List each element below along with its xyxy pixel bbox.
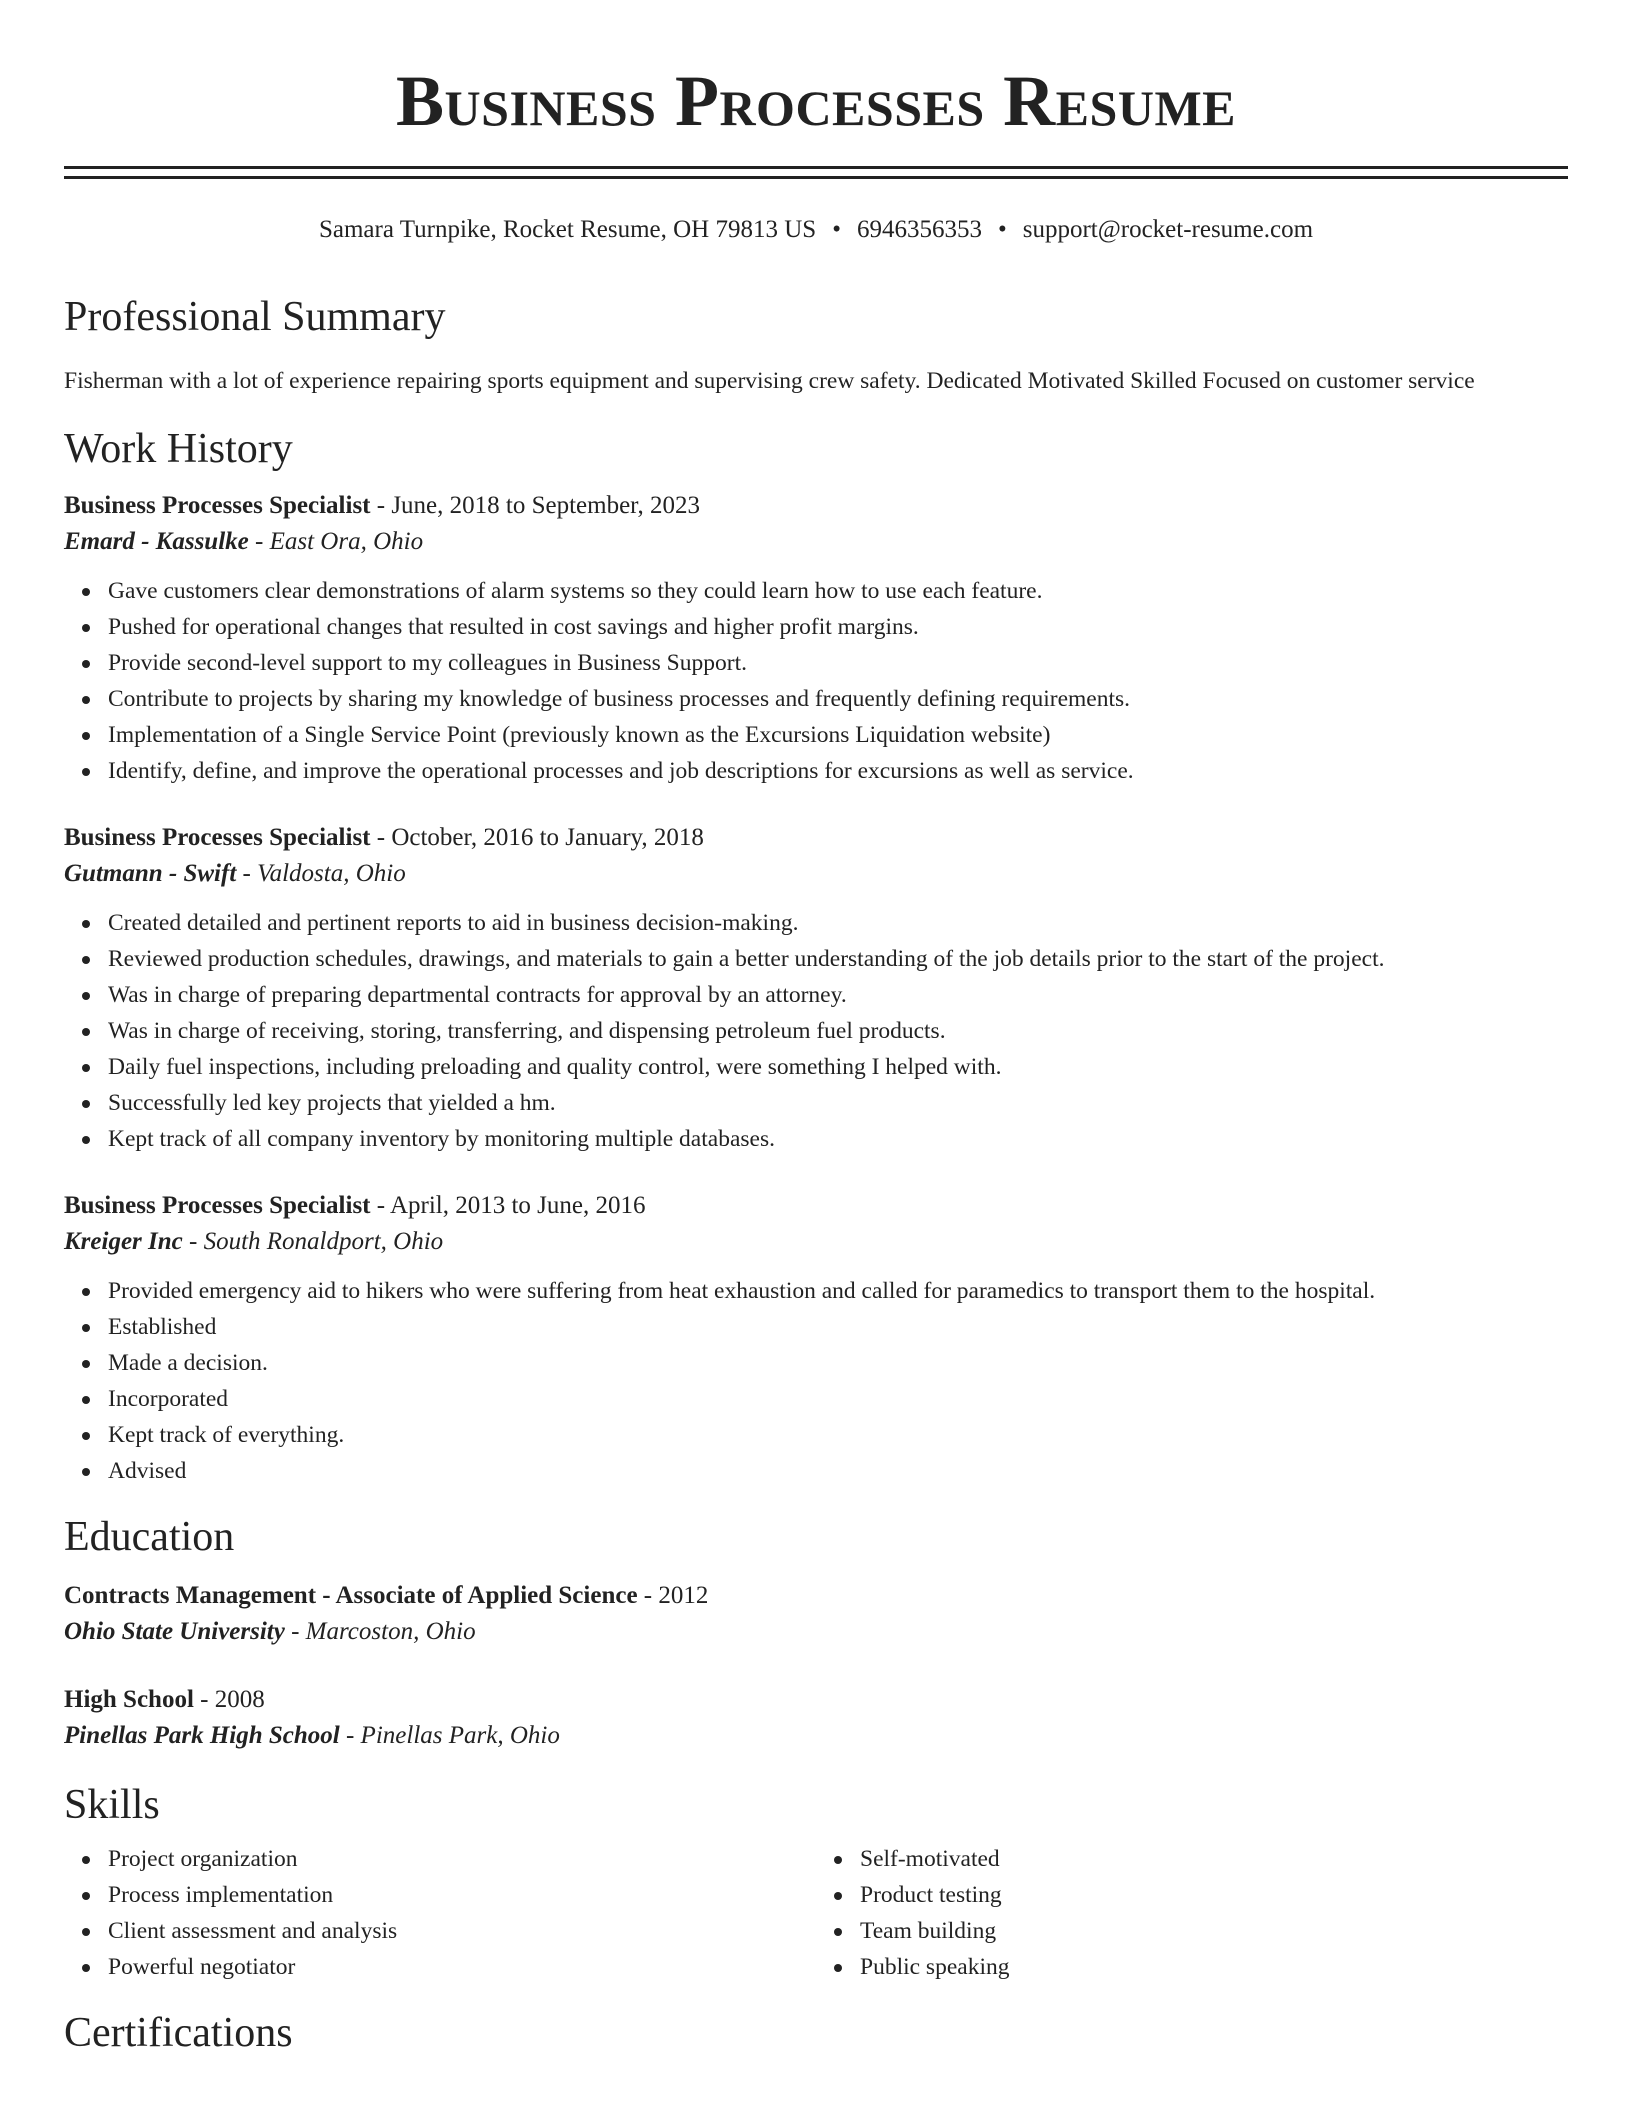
degree-line xyxy=(64,1683,1568,1717)
list-item: Gave customers clear demonstrations of alarm systems so they could learn how to use each feature. xyxy=(108,573,1568,609)
title-divider xyxy=(64,166,1568,169)
contact-phone: 6946356353 xyxy=(856,216,982,243)
job-company-line xyxy=(64,523,1568,561)
job-company: Kreiger Inc xyxy=(64,1228,183,1255)
job-location: - South Ronaldport, Ohio xyxy=(182,1228,444,1255)
list-item: Reviewed production schedules, drawings, and materials to gain a better understanding of the job details prior to the start of the project. xyxy=(108,941,1568,977)
job-title-line xyxy=(64,1189,1568,1223)
school-line xyxy=(64,1613,1568,1651)
skill-item: Client assessment and analysis xyxy=(108,1913,816,1949)
job-company: Emard - Kassulke xyxy=(64,528,249,555)
work-history-heading: Work History xyxy=(64,426,293,472)
skill-item: Powerful negotiator xyxy=(108,1949,816,1985)
contact-separator: • xyxy=(832,216,841,243)
degree: Contracts Management - Associate of Applied Science xyxy=(64,1582,638,1609)
list-item: Identify, define, and improve the operational processes and job descriptions for excursions as well as service. xyxy=(108,753,1568,789)
degree-line xyxy=(64,1579,1568,1613)
list-item: Kept track of all company inventory by monitoring multiple databases. xyxy=(108,1121,1568,1157)
list-item: Successfully led key projects that yielded a hm. xyxy=(108,1085,1568,1121)
list-item: Made a decision. xyxy=(108,1345,1568,1381)
skill-item: Self-motivated xyxy=(860,1841,1568,1877)
job-location: - East Ora, Ohio xyxy=(248,528,424,555)
job-title-line xyxy=(64,489,1568,523)
job-title: Business Processes Specialist xyxy=(64,1192,371,1219)
list-item: Implementation of a Single Service Point (previously known as the Excursions Liquidation website) xyxy=(108,717,1568,753)
school-name: Pinellas Park High School xyxy=(64,1722,340,1749)
job-entry xyxy=(64,1189,1568,1489)
graduation-year: - 2008 xyxy=(193,1686,265,1713)
title-divider-thin xyxy=(64,176,1568,179)
skills-list-left xyxy=(64,1841,816,1985)
education-entry xyxy=(64,1579,1568,1651)
skills-list-right xyxy=(816,1841,1568,1985)
job-title: Business Processes Specialist xyxy=(64,824,371,851)
job-company: Gutmann - Swift xyxy=(64,860,237,887)
skill-item: Product testing xyxy=(860,1877,1568,1913)
certifications-heading: Certifications xyxy=(64,2010,293,2056)
skill-item: Team building xyxy=(860,1913,1568,1949)
graduation-year: - 2012 xyxy=(637,1582,709,1609)
list-item: Kept track of everything. xyxy=(108,1417,1568,1453)
contact-line xyxy=(64,213,1568,247)
list-item: Provide second-level support to my colleagues in Business Support. xyxy=(108,645,1568,681)
skill-item: Public speaking xyxy=(860,1949,1568,1985)
skill-item: Process implementation xyxy=(108,1877,816,1913)
list-item: Contribute to projects by sharing my knowledge of business processes and frequently defining requirements. xyxy=(108,681,1568,717)
job-dates: - April, 2013 to June, 2016 xyxy=(370,1192,646,1219)
job-company-line xyxy=(64,855,1568,893)
school-line xyxy=(64,1717,1568,1755)
degree: High School xyxy=(64,1686,194,1713)
list-item: Daily fuel inspections, including preloading and quality control, were something I helped with. xyxy=(108,1049,1568,1085)
list-item: Incorporated xyxy=(108,1381,1568,1417)
list-item: Pushed for operational changes that resulted in cost savings and higher profit margins. xyxy=(108,609,1568,645)
job-title: Business Processes Specialist xyxy=(64,492,371,519)
list-item: Provided emergency aid to hikers who were suffering from heat exhaustion and called for paramedics to transport them to the hospital. xyxy=(108,1273,1568,1309)
skills-heading: Skills xyxy=(64,1782,160,1828)
job-entry xyxy=(64,821,1568,1157)
contact-address: Samara Turnpike, Rocket Resume, OH 79813 US xyxy=(318,216,817,243)
list-item: Created detailed and pertinent reports to aid in business decision-making. xyxy=(108,905,1568,941)
job-entry xyxy=(64,489,1568,789)
list-item: Was in charge of preparing departmental contracts for approval by an attorney. xyxy=(108,977,1568,1013)
job-company-line xyxy=(64,1223,1568,1261)
skill-item: Project organization xyxy=(108,1841,816,1877)
contact-separator: • xyxy=(997,216,1007,243)
school-location: - Pinellas Park, Ohio xyxy=(339,1722,560,1749)
job-dates: - October, 2016 to January, 2018 xyxy=(370,824,704,851)
list-item: Advised xyxy=(108,1453,1568,1489)
job-bullets xyxy=(64,1273,1568,1489)
contact-email: support@rocket-resume.com xyxy=(1022,216,1314,243)
education-heading: Education xyxy=(64,1514,235,1560)
list-item: Established xyxy=(108,1309,1568,1345)
skills-columns xyxy=(64,1841,1568,1985)
education-entry xyxy=(64,1683,1568,1755)
summary-text: Fisherman with a lot of experience repairing sports equipment and supervising crew safety. Dedicated Motivated Skilled Focused on customer service xyxy=(64,368,1475,394)
summary-heading: Professional Summary xyxy=(64,294,446,340)
job-title-line xyxy=(64,821,1568,855)
job-location: - Valdosta, Ohio xyxy=(236,860,406,887)
list-item: Was in charge of receiving, storing, transferring, and dispensing petroleum fuel products. xyxy=(108,1013,1568,1049)
school-name: Ohio State University xyxy=(64,1618,285,1645)
job-dates: - June, 2018 to September, 2023 xyxy=(370,492,701,519)
resume-page xyxy=(64,0,1568,2059)
job-bullets xyxy=(64,573,1568,789)
resume-title: Business Processes Resume xyxy=(396,61,1236,141)
job-bullets xyxy=(64,905,1568,1157)
school-location: - Marcoston, Ohio xyxy=(284,1618,476,1645)
